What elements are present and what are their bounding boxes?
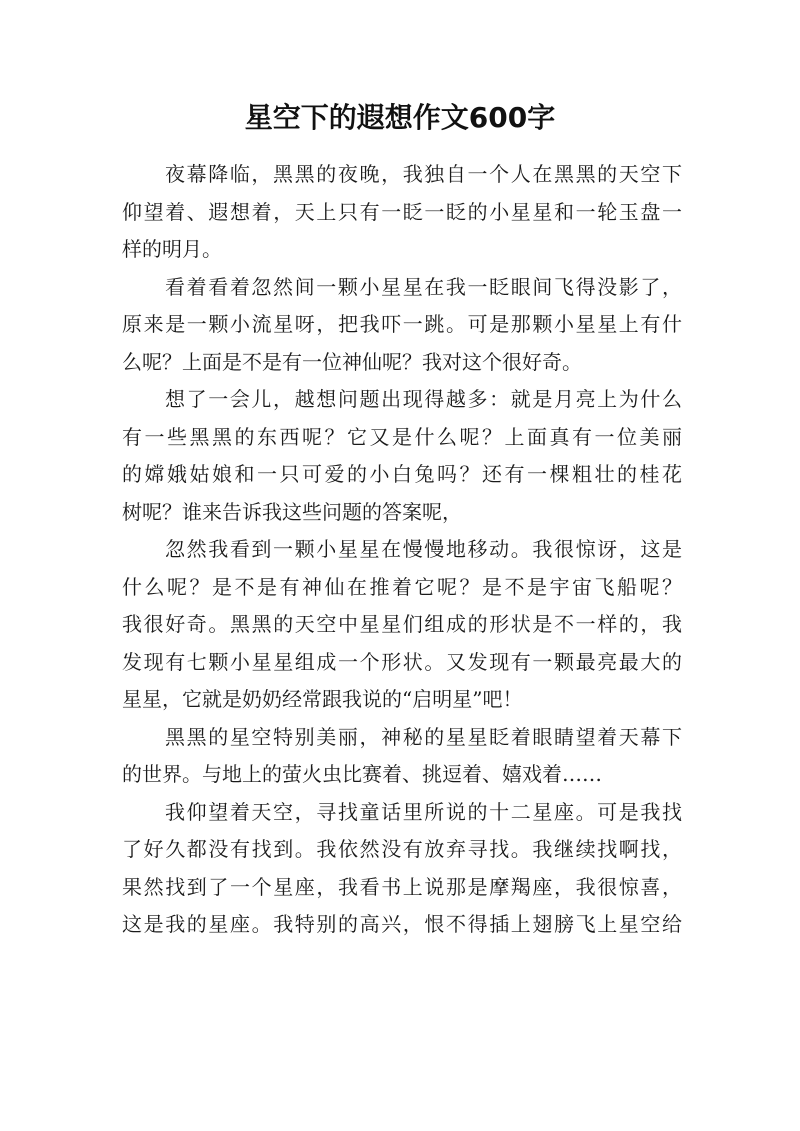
text-line: 的嫦娥姑娘和一只可爱的小白兔吗？还有一棵粗壮的桂花 xyxy=(122,462,682,486)
text-line: 这是我的星座。我特别的高兴，恨不得插上翅膀飞上星空给 xyxy=(122,912,682,936)
paragraph-5 xyxy=(122,719,682,794)
text-line: 什么呢？是不是有神仙在推着它呢？是不是宇宙飞船呢？ xyxy=(122,574,682,599)
text-line: 我仰望着天空，寻找童话里所说的十二星座。可是我找 xyxy=(165,799,682,824)
text-line: 有一些黑黑的东西呢？它又是什么呢？上面真有一位美丽 xyxy=(122,424,682,449)
paragraph-3 xyxy=(122,381,682,531)
text-line: 忽然我看到一颗小星星在慢慢地移动。我很惊讶，这是 xyxy=(165,537,682,561)
text-line: 了好久都没有找到。我依然没有放弃寻找。我继续找啊找， xyxy=(122,837,682,861)
text-line: 夜幕降临，黑黑的夜晚，我独自一个人在黑黑的天空下 xyxy=(165,162,682,186)
text-line: 我很好奇。黑黑的天空中星星们组成的形状是不一样的，我 xyxy=(122,612,682,636)
text-line: 想了一会儿，越想问题出现得越多：就是月亮上为什么 xyxy=(165,387,682,411)
text-line: 树呢？谁来告诉我这些问题的答案呢， xyxy=(122,499,462,524)
text-line: 的世界。与地上的萤火虫比赛着、挑逗着、嬉戏着…… xyxy=(122,762,602,786)
text-line: 看着看着忽然间一颗小星星在我一眨眼间飞得没影了， xyxy=(165,274,682,299)
paragraph-2 xyxy=(122,269,682,382)
text-line: 原来是一颗小流星呀，把我吓一跳。可是那颗小星星上有什 xyxy=(122,312,682,336)
text-line: 发现有七颗小星星组成一个形状。又发现有一颗最亮最大的 xyxy=(122,649,682,674)
text-line: 样的明月。 xyxy=(122,237,222,261)
paragraph-4 xyxy=(122,531,682,719)
text-line: 星星，它就是奶奶经常跟我说的“启明星”吧！ xyxy=(122,687,523,711)
document-body xyxy=(122,156,682,944)
paragraph-1 xyxy=(122,156,682,269)
paragraph-6 xyxy=(122,794,682,944)
text-line: 么呢？上面是不是有一位神仙呢？我对这个很好奇。 xyxy=(122,349,582,374)
text-line: 仰望着、遐想着，天上只有一眨一眨的小星星和一轮玉盘一 xyxy=(122,199,682,224)
document-title: 星空下的遐想作文600字 xyxy=(244,101,556,134)
text-line: 果然找到了一个星座，我看书上说那是摩羯座，我很惊喜， xyxy=(122,874,682,899)
text-line: 黑黑的星空特别美丽，神秘的星星眨着眼睛望着天幕下 xyxy=(165,724,682,749)
